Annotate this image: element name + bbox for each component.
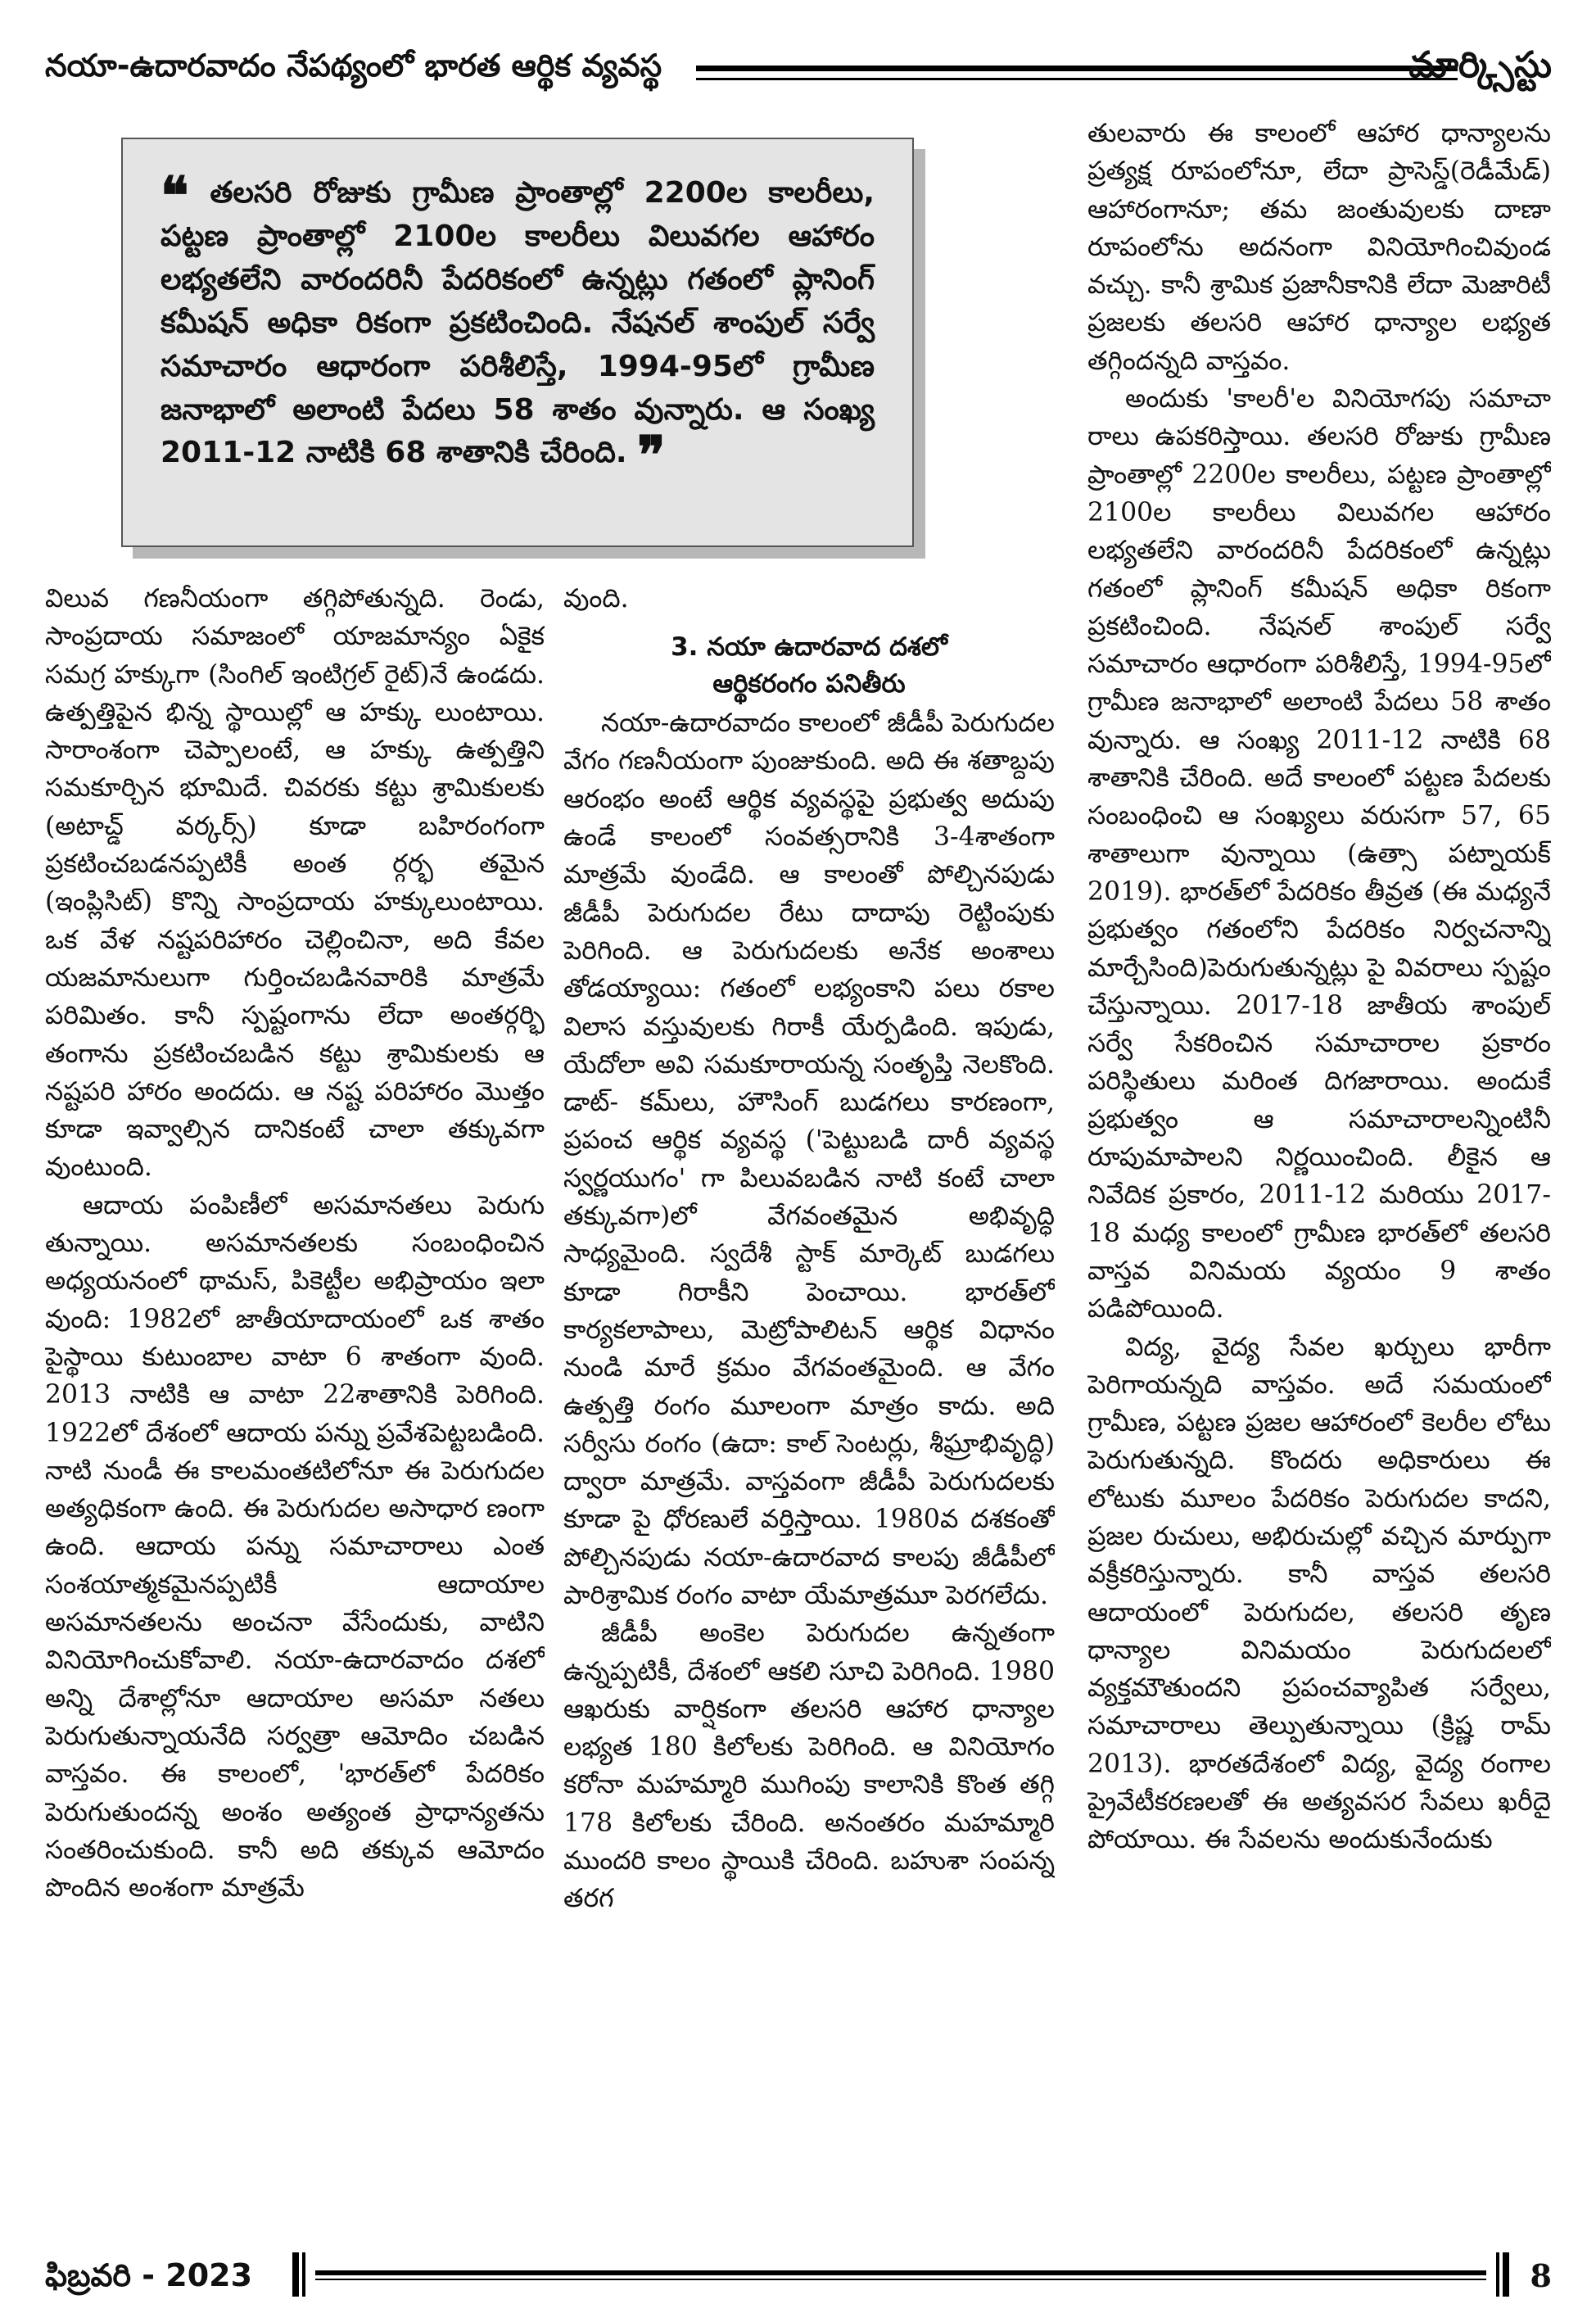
section-heading-line: ఆర్థికరంగం పనితీరు [712, 669, 906, 699]
paragraph: అందుకు 'కాలరీ'ల వినియోగపు సమాచా రాలు ఉపకరిస్తాయి. తలసరి రోజుకు గ్రామీణ ప్రాంతాల్లో 2200ల కాలరీలు, పట్టణ ప్రాంతాల్లో 2100ల కాలరీలు విలువగల ఆహారం లభ్యతలేని వారందరినీ పేదరికంలో ఉన్నట్లు గతంలో ప్లానింగ్ కమీషన్ అధికా రికంగా ప్రకటించింది. నేషనల్ శాంపుల్ సర్వే సమాచారం ఆధారంగా పరిశీలిస్తే, 1994-95లో గ్రామీణ జనాభాలో అలాంటి పేదలు 58 శాతం వున్నారు. ఆ సంఖ్య 2011-12 నాటికి 68 శాతానికి చేరింది. అదే కాలంలో పట్టణ పేదలకు సంబంధించి ఆ సంఖ్యలు వరుసగా 57, 65 శాతాలుగా వున్నాయి (ఉత్సా పట్నాయక్ 2019). భారత్‌లో పేదరికం తీవ్రత (ఈ మధ్యనే ప్రభుత్వం గతంలోని పేదరికం నిర్వచనాన్ని మార్చేసింది)పెరుగుతున్నట్లు పై వివరాలు స్పష్టం చేస్తున్నాయి. 2017-18 జాతీయ శాంపుల్ సర్వే సేకరించిన సమాచారాల ప్రకారం పరిస్థితులు మరింత దిగజారాయి. అందుకే ప్రభుత్వం ఆ సమాచారాలన్నింటినీ రూపుమాపాలని నిర్ణయించింది. లీకైన ఆ నివేదిక ప్రకారం, 2011-12 మరియు 2017-18 మధ్య కాలంలో గ్రామీణ భారత్‌లో తలసరి వాస్తవ వినిమయ వ్యయం 9 శాతం పడిపోయింది. [1087, 384, 1551, 1324]
right-column [1087, 115, 1551, 2233]
close-quote-icon: ❞ [637, 425, 666, 487]
footer-rule [315, 2270, 1486, 2280]
header-rule [696, 66, 1458, 80]
page-number: 8 [1530, 2257, 1552, 2294]
paragraph: నయా-ఉదారవాదం కాలంలో జీడీపీ పెరుగుదల వేగం గణనీయంగా పుంజుకుంది. అది ఈ శతాబ్దపు ఆరంభం అంటే ఆర్థిక వ్యవస్థపై ప్రభుత్వ అదుపు ఉండే కాలంలో సంవత్సరానికి 3-4శాతంగా మాత్రమే వుండేది. ఆ కాలంతో పోల్చినపుడు జీడీపీ పెరుగుదల రేటు దాదాపు రెట్టింపుకు పెరిగింది. ఆ పెరుగుదలకు అనేక అంశాలు తోడయ్యాయి: గతంలో లభ్యంకాని పలు రకాల విలాస వస్తువులకు గిరాకీ యేర్పడింది. ఇపుడు, యేదోలా అవి సమకూరాయన్న సంతృప్తి నెలకొంది. డాట్- కమ్‌లు, హౌసింగ్ బుడగలు కారణంగా, ప్రపంచ ఆర్థిక వ్యవస్థ ('పెట్టుబడి దారీ వ్యవస్థ స్వర్ణయుగం' గా పిలువబడిన నాటి కంటే చాలా తక్కువగా)లో వేగవంతమైన అభివృద్ధి సాధ్యమైంది. స్వదేశీ స్టాక్ మార్కెట్ బుడగలు కూడా గిరాకీని పెంచాయి. భారత్‌లో కార్యకలాపాలు, మెట్రోపాలిటన్ ఆర్థిక విధానం నుండి మారే క్రమం వేగవంతమైంది. ఆ వేగం ఉత్పత్తి రంగం మూలంగా మాత్రం కాదు. అది సర్వీసు రంగం (ఉదా: కాల్ సెంటర్లు, శీఘ్రాభివృద్ధి) ద్వారా మాత్రమే. వాస్తవంగా జీడీపీ పెరుగుదలకు కూడా పై ధోరణులే వర్తిస్తాయి. 1980వ దశకంతో పోల్చినపుడు నయా-ఉదారవాద కాలపు జీడీపీలో పారిశ్రామిక రంగం వాటా యేమాత్రమూ పెరగలేదు. [563, 708, 1055, 1610]
page-footer [45, 2252, 1552, 2298]
footer-bar-left [292, 2252, 305, 2297]
magazine-name: మార్క్సిస్టు [1408, 44, 1552, 86]
pullquote-text [161, 165, 875, 487]
page-header [45, 41, 1552, 106]
section-heading-line: 3. నయా ఉదారవాద దశలో [671, 632, 947, 663]
footer-bar-right [1496, 2252, 1509, 2297]
paragraph: ఆదాయ పంపిణీలో అసమానతలు పెరుగు తున్నాయి. అసమానతలకు సంబంధించిన అధ్యయనంలో థామస్, పికెట్టీల అభిప్రాయం ఇలా వుంది: 1982లో జాతీయాదాయంలో ఒక శాతం పైస్థాయి కుటుంబాల వాటా 6 శాతంగా వుంది. 2013 నాటికి ఆ వాటా 22శాతానికి పెరిగింది. 1922లో దేశంలో ఆదాయ పన్ను ప్రవేశపెట్టబడింది. నాటి నుండీ ఈ కాలమంతటిలోనూ ఈ పెరుగుదల అత్యధికంగా ఉంది. ఈ పెరుగుదల అసాధార ణంగా ఉంది. ఆదాయ పన్ను సమాచారాలు ఎంత సంశయాత్మకమైనప్పటికీ ఆదాయాల అసమానతలను అంచనా వేసేందుకు, వాటిని వినియోగించుకోవాలి. నయా-ఉదారవాదం దశలో అన్ని దేశాల్లోనూ ఆదాయాల అసమా నతలు పెరుగుతున్నాయనేది సర్వత్రా ఆమోదిం చబడిన వాస్తవం. ఈ కాలంలో, 'భారత్‌లో పేదరికం పెరుగుతుందన్న అంశం అత్యంత ప్రాధాన్యతను సంతరించుకుంది. కానీ అది తక్కువ ఆమోదం పొందిన అంశంగా మాత్రమే [45, 1190, 545, 1903]
left-column [45, 580, 545, 2233]
open-quote-icon: ❝ [161, 165, 189, 227]
paragraph: తులవారు ఈ కాలంలో ఆహార ధాన్యాలను ప్రత్యక్ష రూపంలోనూ, లేదా ప్రాసెస్డ్(రెడీమేడ్) ఆహారంగానూ; తమ జంతువులకు దాణా రూపంలోను అదనంగా వినియోగించివుండ వచ్చు. కానీ శ్రామిక ప్రజానీకానికి లేదా మెజారిటీ ప్రజలకు తలసరి ఆహార ధాన్యాల లభ్యత తగ్గిందన్నది వాస్తవం. [1087, 119, 1551, 376]
middle-column [563, 580, 1055, 2233]
pullquote-body: తలసరి రోజుకు గ్రామీణ ప్రాంతాల్లో 2200ల కాలరీలు, పట్టణ ప్రాంతాల్లో 2100ల కాలరీలు విలువగల ఆహారం లభ్యతలేని వారందరినీ పేదరికంలో ఉన్నట్లు గతంలో ప్లానింగ్ కమీషన్ అధికా రికంగా ప్రకటించింది. నేషనల్ శాంపుల్ సర్వే సమాచారం ఆధారంగా పరిశీలిస్తే, 1994-95లో గ్రామీణ జనాభాలో అలాంటి పేదలు 58 శాతం వున్నారు. ఆ సంఖ్య 2011-12 నాటికి 68 శాతానికి చేరింది. [161, 176, 875, 470]
paragraph: జీడీపీ అంకెల పెరుగుదల ఉన్నతంగా ఉన్నప్పటికీ, దేశంలో ఆకలి సూచి పెరిగింది. 1980 ఆఖరుకు వార్షికంగా తలసరి ఆహార ధాన్యాల లభ్యత 180 కిలోలకు పెరిగింది. ఆ వినియోగం కరోనా మహమ్మారి ముగింపు కాలానికి కొంత తగ్గి 178 కిలోలకు చేరింది. అనంతరం మహమ్మారి ముందరి కాలం స్థాయికి చేరింది. బహుశా సంపన్న తరగ [563, 1618, 1055, 1914]
issue-date: ఫిబ్రవరి - 2023 [45, 2257, 253, 2293]
paragraph: విద్య, వైద్య సేవల ఖర్చులు భారీగా పెరిగాయన్నది వాస్తవం. అదే సమయంలో గ్రామీణ, పట్టణ ప్రజల ఆహారంలో కెలరీల లోటు పెరుగుతున్నది. కొందరు అధికారులు ఈ లోటుకు మూలం పేదరికం పెరుగుదల కాదని, ప్రజల రుచులు, అభిరుచుల్లో వచ్చిన మార్పుగా వక్రీకరిస్తున్నారు. కానీ వాస్తవ తలసరి ఆదాయంలో పెరుగుదల, తలసరి తృణ ధాన్యాల వినిమయం పెరుగుదలలో వ్యక్తమౌతుందని ప్రపంచవ్యాపిత సర్వేలు, సమాచారాలు తెల్పుతున్నాయి (క్రిష్ణ రామ్ 2013). భారతదేశంలో విద్య, వైద్య రంగాల ప్రైవేటీకరణలతో ఈ అత్యవసర సేవలు ఖరీదై పోయాయి. ఈ సేవలను అందుకునేందుకు [1087, 1332, 1551, 1855]
paragraph-continuation: వుంది. [563, 584, 629, 613]
pullquote-box [121, 138, 914, 547]
paragraph: విలువ గణనీయంగా తగ్గిపోతున్నది. రెండు, సాంప్రదాయ సమాజంలో యాజమాన్యం ఏకైక సమగ్ర హక్కుగా (సింగిల్ ఇంటిగ్రల్ రైట్)నే ఉండదు. ఉత్పత్తిపైన భిన్న స్థాయిల్లో ఆ హక్కు లుంటాయి. సారాంశంగా చెప్పాలంటే, ఆ హక్కు ఉత్పత్తిని సమకూర్చిన భూమిదే. చివరకు కట్టు శ్రామికులకు (అటాచ్డ్ వర్కర్స్) కూడా బహిరంగంగా ప్రకటించబడనప్పటికీ అంత ర్గర్భ తమైన (ఇంప్లిసిట్) కొన్ని సాంప్రదాయ హక్కులుంటాయి. ఒక వేళ నష్టపరిహారం చెల్లించినా, అది కేవల యజమానులుగా గుర్తించబడినవారికి మాత్రమే పరిమితం. కానీ స్పష్టంగాను లేదా అంతర్గర్భి తంగాను ప్రకటించబడిన కట్టు శ్రామికులకు ఆ నష్టపరి హారం అందదు. ఆ నష్ట పరిహారం మొత్తం కూడా ఇవ్వాల్సిన దానికంటే చాలా తక్కువగా వుంటుంది. [45, 584, 545, 1183]
running-title: నయా-ఉదారవాదం నేపథ్యంలో భారత ఆర్థిక వ్యవస్థ [45, 48, 662, 84]
section-heading [563, 629, 1055, 703]
